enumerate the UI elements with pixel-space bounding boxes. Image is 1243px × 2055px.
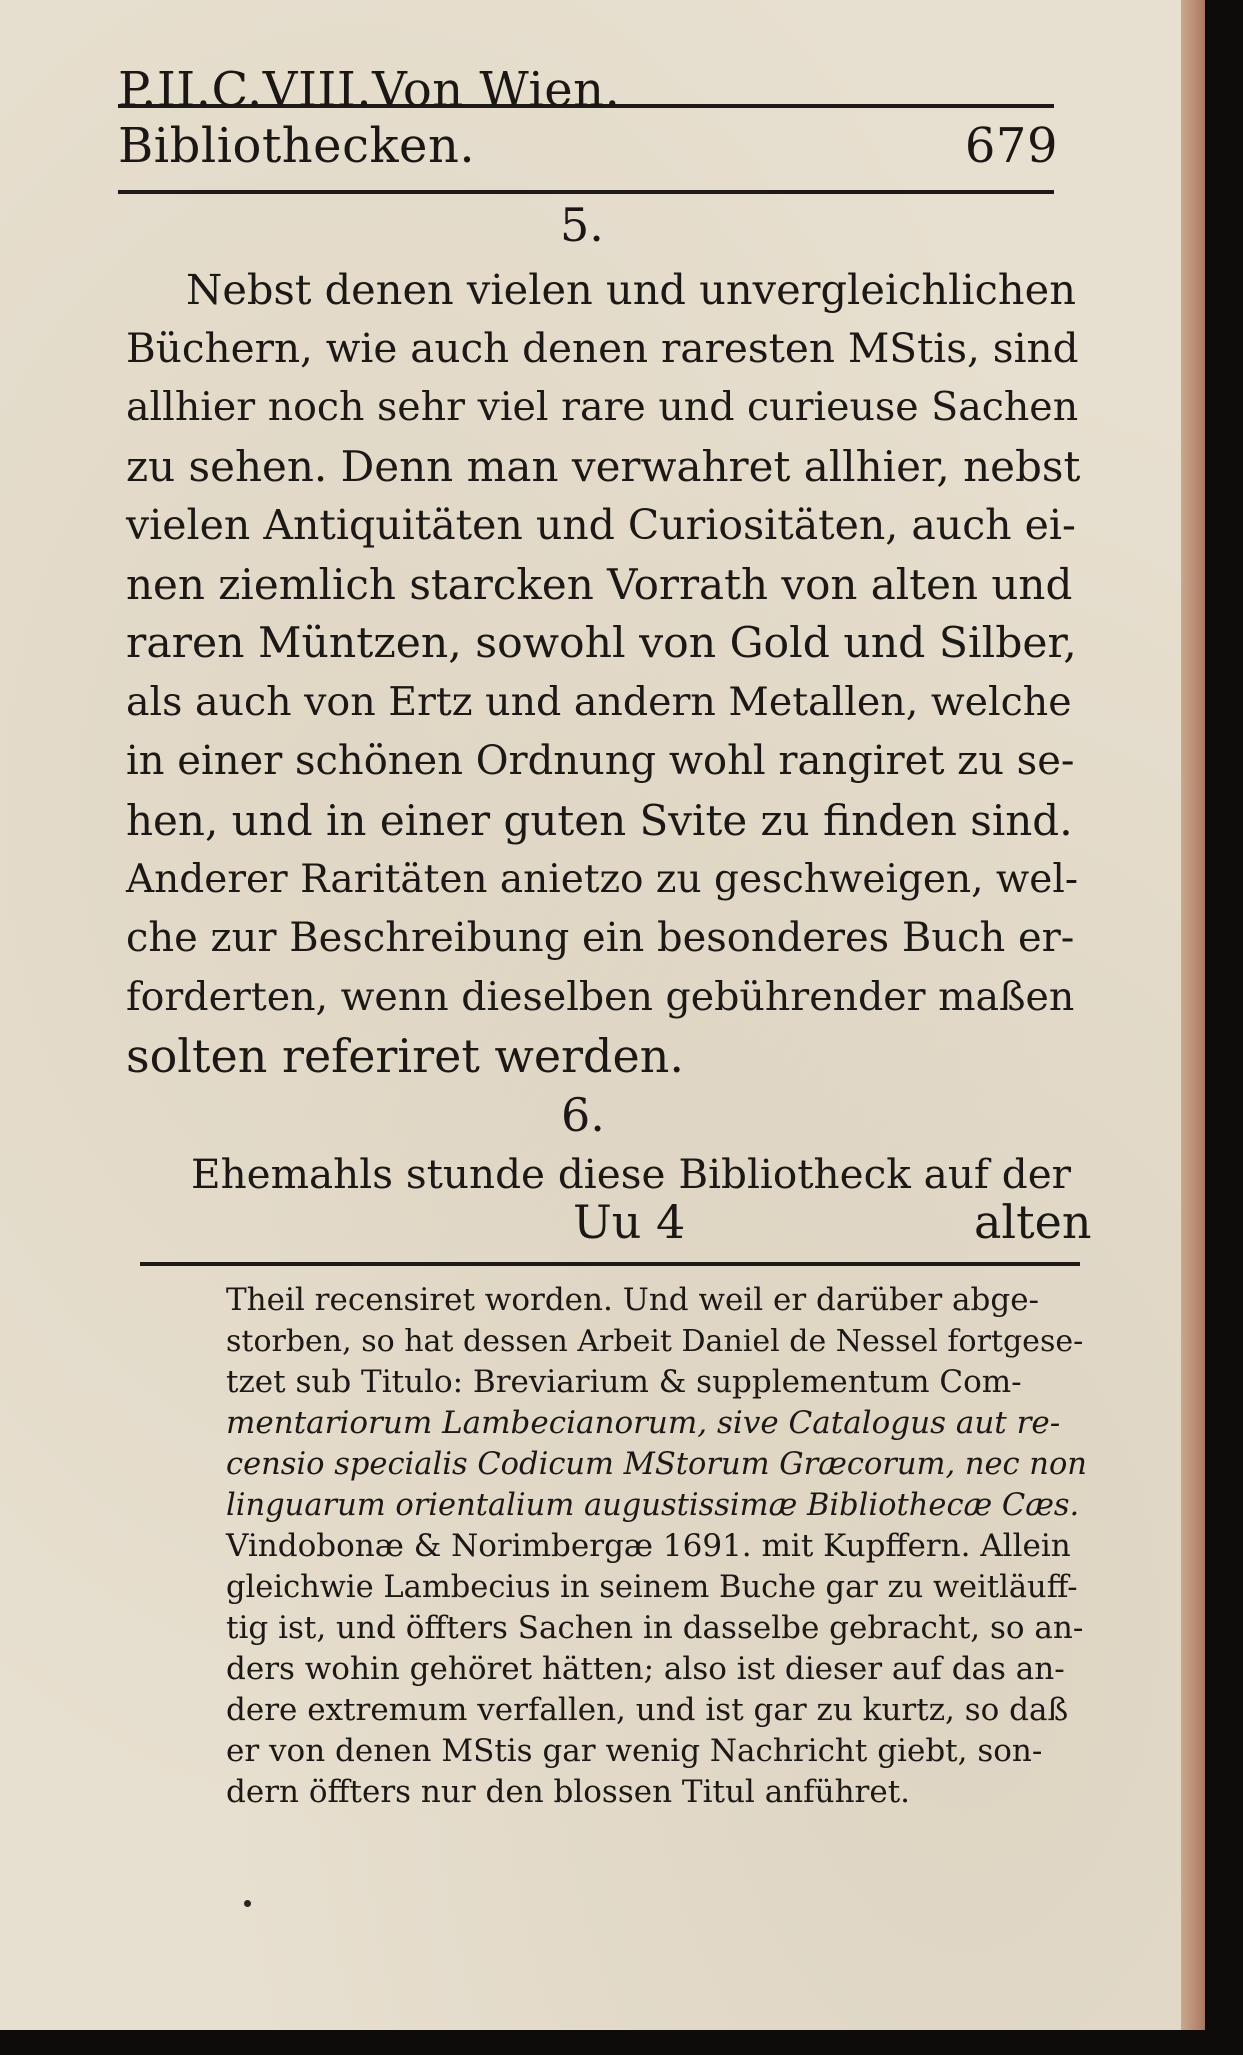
text-line: raren Müntzen, sowohl von Gold und Silber,	[126, 619, 1077, 668]
text-line: vielen Antiquitäten und Curiositäten, auch ei-	[126, 501, 1076, 549]
footnote-line: Theil recensiret worden. Und weil er darüber abge-	[226, 1282, 1040, 1318]
footnote-line: mentariorum Lambecianorum, sive Catalogus aut re-	[226, 1405, 1061, 1441]
text-line: in einer schönen Ordnung wohl rangiret zu se-	[126, 738, 1075, 784]
footnote-line: ders wohin gehöret hätten; also ist dieser auf das an-	[226, 1651, 1065, 1687]
section-number-6: 6.	[561, 1088, 605, 1142]
footnote-line: Vindobonæ & Norimbergæ 1691. mit Kupffern. Allein	[226, 1528, 1071, 1564]
text-line: che zur Beschreibung ein besonderes Buch er-	[126, 915, 1075, 961]
footnote-line: censio specialis Codicum MStorum Græcorum, nec non	[226, 1447, 1087, 1482]
text-line: nen ziemlich starcken Vorrath von alten und	[126, 560, 1073, 609]
footnote-line: er von denen MStis gar wenig Nachricht giebt, son-	[226, 1733, 1043, 1769]
running-header	[118, 62, 1058, 174]
main-text	[126, 260, 1081, 1204]
text-line: Nebst denen vielen und unvergleichlichen	[186, 265, 1076, 314]
footnote-line: tig ist, und öffters Sachen in dasselbe gebracht, so an-	[226, 1610, 1084, 1646]
footnote-line: dere extremum verfallen, und ist gar zu kurtz, so daß	[226, 1692, 1069, 1728]
signature-mark: Uu 4	[573, 1195, 686, 1249]
catchword: alten	[974, 1195, 1092, 1249]
footnote-line: dern öffters nur den blossen Titul anführet.	[226, 1774, 911, 1810]
text-line: Ehemahls stunde diese Bibliotheck auf der	[191, 1150, 1072, 1198]
text-line: Anderer Raritäten anietzo zu geschweigen, wel-	[126, 857, 1079, 902]
text-line: als auch von Ertz und andern Metallen, welche	[126, 679, 1072, 725]
text-line: Büchern, wie auch denen raresten MStis, sind	[126, 324, 1079, 372]
page-edge	[1181, 0, 1205, 2030]
section-number-5: 5.	[560, 198, 604, 252]
header-rule-bottom	[118, 190, 1054, 194]
footnote-line: tzet sub Titulo: Breviarium & supplementum Com-	[226, 1364, 1022, 1400]
text-line: solten referiret werden.	[126, 1029, 684, 1083]
ink-speck	[244, 1900, 251, 1907]
footnote	[226, 1280, 1088, 1813]
text-line: allhier noch sehr viel rare und curieuse Sachen	[126, 384, 1079, 430]
text-line: hen, und in einer guten Svite zu finden sind.	[126, 796, 1073, 845]
footnote-line: storben, so hat dessen Arbeit Daniel de Nessel fortgese-	[226, 1324, 1084, 1359]
page-number: 679	[964, 118, 1058, 174]
footnote-line: gleichwie Lambecius in seinem Buche gar zu weitläuff-	[226, 1570, 1078, 1605]
text-line: forderten, wenn dieselben gebührender maßen	[126, 974, 1075, 1020]
footnote-rule	[140, 1262, 1080, 1266]
footnote-line: linguarum orientalium augustissimæ Bibliothecæ Cæs.	[226, 1488, 1080, 1523]
text-line: zu sehen. Denn man verwahret allhier, nebst	[126, 442, 1081, 491]
running-title: P.II.C.VIII.Von Wien. Bibliothecken.	[118, 62, 621, 174]
